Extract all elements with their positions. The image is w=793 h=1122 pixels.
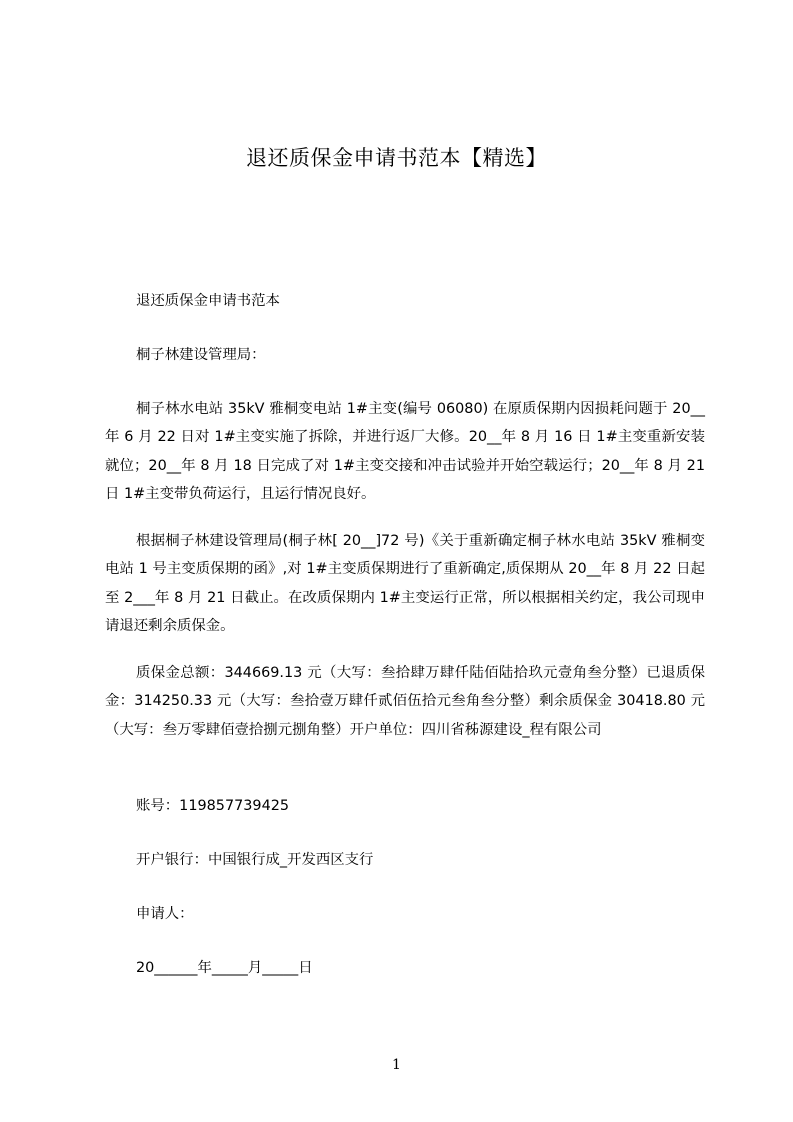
applicant-line: 申请人：: [136, 906, 194, 922]
date-line: 20______年_____月_____日: [136, 960, 313, 976]
paragraph-warranty-basis: 根据桐子林建设管理局(桐子林[ 20__]72 号)《关于重新确定桐子林水电站 35kV 雅桐变电站 1 号主变质保期的函》,对 1#主变质保期进行了重新确定,质保期从 20__年 8 月 22 日起至 2___年 8 月 21 日截止。在改质保期内 1#主变运行正常，所以根据相关约定，我公司现申请退还剩余质保金。: [105, 533, 705, 634]
recipient-line: 桐子林建设管理局：: [136, 347, 266, 363]
page-number: 1: [392, 1057, 401, 1073]
document-subtitle: 退还质保金申请书范本: [136, 293, 280, 309]
paragraph-warranty-amounts: 质保金总额：344669.13 元（大写：叁拾肆万肆仟陆佰陆拾玖元壹角叁分整）已退质保金：314250.33 元（大写：叁拾壹万肆仟贰佰伍拾元叁角叁分整）剩余质保金 30418.80 元（大写：叁万零肆佰壹拾捌元捌角整）开户单位：四川省秭源建设_程有限公司: [105, 665, 705, 738]
bank-line: 开户银行：中国银行成_开发西区支行: [136, 852, 374, 868]
document-title: 退还质保金申请书范本【精选】: [246, 146, 547, 170]
paragraph-maintenance-history: 桐子林水电站 35kV 雅桐变电站 1#主变(编号 06080) 在原质保期内因损耗问题于 20__年 6 月 22 日对 1#主变实施了拆除，并进行返厂大修。20__年 8 月 16 日 1#主变重新安装就位；20__年 8 月 18 日完成了对 1#主变交接和冲击试验并开始空载运行；20__年 8 月 21 日 1#主变带负荷运行，且运行情况良好。: [105, 401, 705, 502]
account-number-line: 账号：119857739425: [136, 798, 290, 814]
